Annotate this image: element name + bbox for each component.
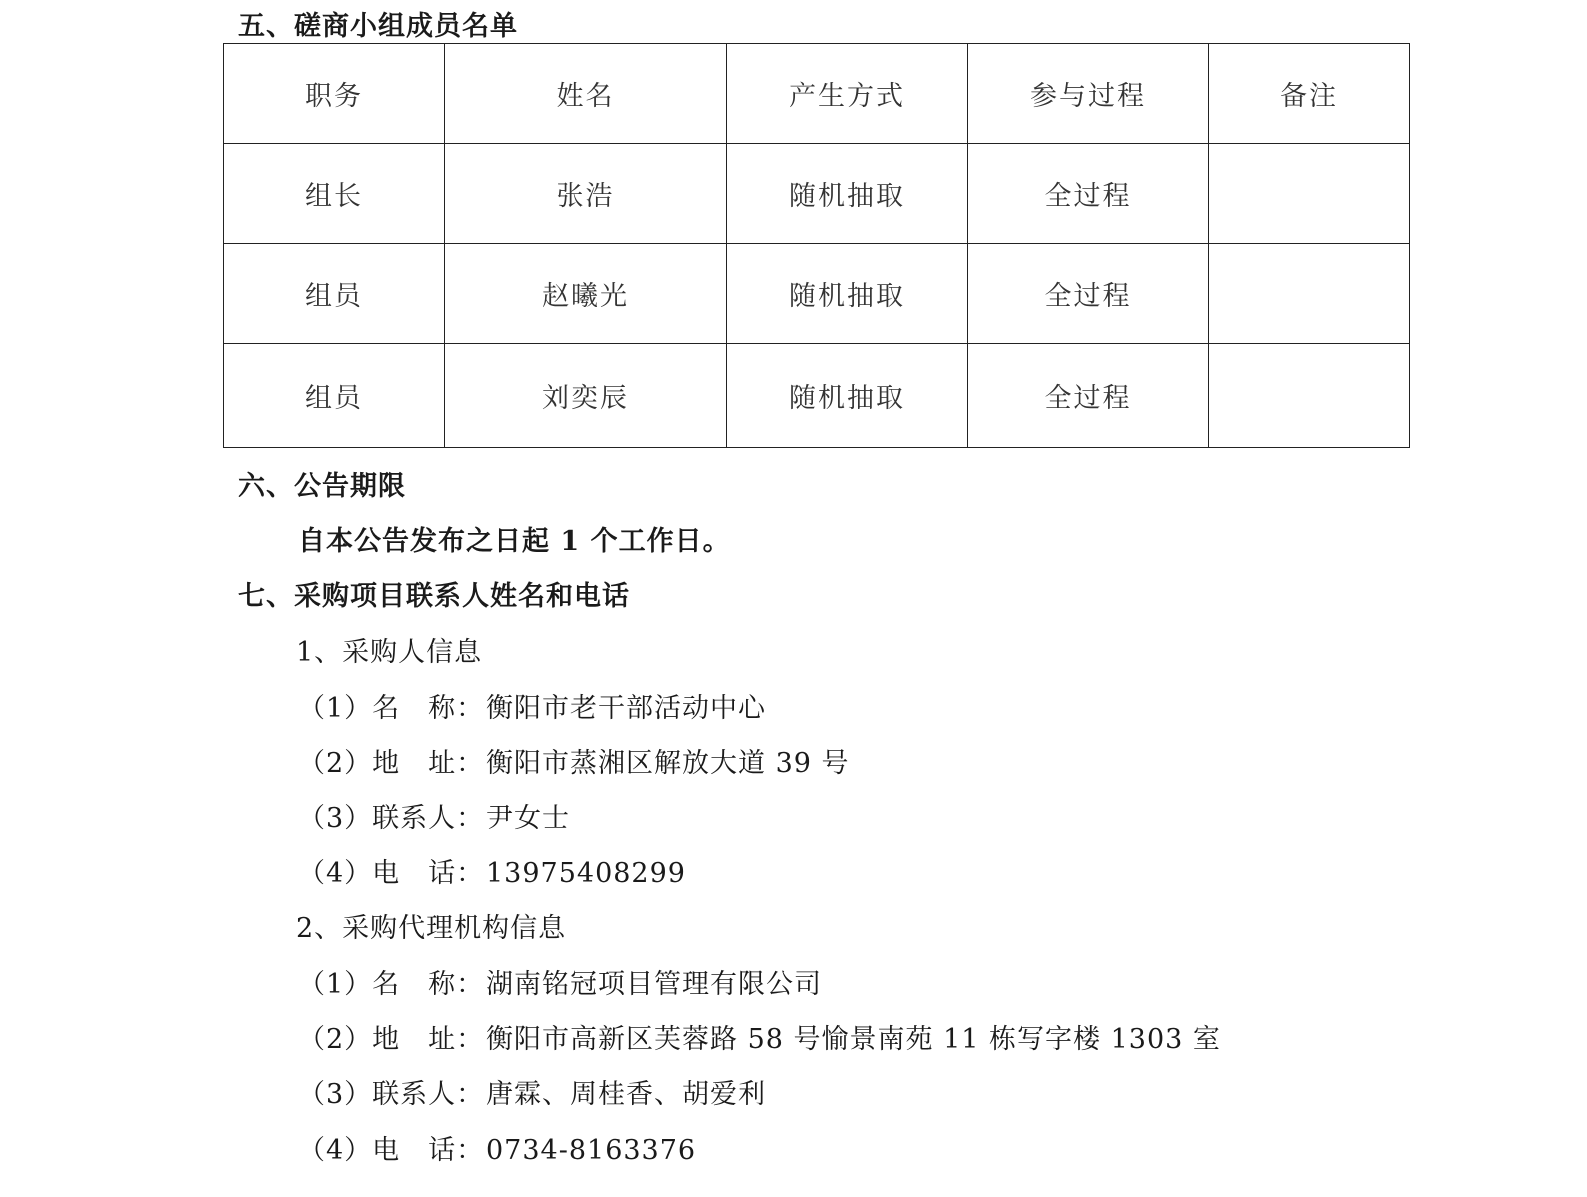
cell-method: 随机抽取 bbox=[727, 244, 968, 344]
buyer-phone-line bbox=[298, 851, 686, 890]
cell-process: 全过程 bbox=[968, 244, 1209, 344]
cell-role: 组员 bbox=[224, 344, 445, 448]
cell-method: 随机抽取 bbox=[727, 344, 968, 448]
section7-title: 七、采购项目联系人姓名和电话 bbox=[238, 581, 630, 612]
buyer-address-line bbox=[298, 741, 850, 780]
agency-address-value: 衡阳市高新区芙蓉路 58 号愉景南苑 11 栋写字楼 1303 室 bbox=[486, 1024, 1221, 1055]
cell-name: 张浩 bbox=[445, 144, 727, 244]
cell-remark bbox=[1209, 344, 1410, 448]
header-cell-role: 职务 bbox=[224, 44, 445, 144]
header-cell-method: 产生方式 bbox=[727, 44, 968, 144]
cell-name: 刘奕辰 bbox=[445, 344, 727, 448]
agency-contact-line bbox=[298, 1072, 766, 1111]
cell-name: 赵曦光 bbox=[445, 244, 727, 344]
cell-method: 随机抽取 bbox=[727, 144, 968, 244]
buyer-name-label: （1）名 称： bbox=[298, 693, 485, 724]
cell-remark bbox=[1209, 244, 1410, 344]
table-header-row bbox=[224, 44, 1410, 144]
agency-name-value: 湖南铭冠项目管理有限公司 bbox=[486, 969, 822, 1000]
header-cell-name: 姓名 bbox=[445, 44, 727, 144]
notice-period-text: 自本公告发布之日起 1 个工作日。 bbox=[298, 526, 731, 557]
cell-role: 组员 bbox=[224, 244, 445, 344]
cell-remark bbox=[1209, 144, 1410, 244]
table-row bbox=[224, 144, 1410, 244]
agency-contact-label: （3）联系人： bbox=[298, 1079, 485, 1110]
header-cell-process: 参与过程 bbox=[968, 44, 1209, 144]
agency-contact-value: 唐霖、周桂香、胡爱利 bbox=[486, 1079, 766, 1110]
buyer-phone-value: 13975408299 bbox=[486, 858, 686, 889]
cell-role: 组长 bbox=[224, 144, 445, 244]
members-table bbox=[223, 43, 1410, 448]
agency-address-line bbox=[298, 1017, 1221, 1056]
buyer-contact-label: （3）联系人： bbox=[298, 803, 485, 834]
agency-name-line bbox=[298, 962, 822, 1001]
buyer-address-value: 衡阳市蒸湘区解放大道 39 号 bbox=[486, 748, 850, 779]
agency-address-label: （2）地 址： bbox=[298, 1024, 485, 1055]
agency-name-label: （1）名 称： bbox=[298, 969, 485, 1000]
agency-phone-label: （4）电 话： bbox=[298, 1135, 485, 1166]
buyer-contact-line bbox=[298, 796, 570, 835]
header-cell-remark: 备注 bbox=[1209, 44, 1410, 144]
section6-title: 六、公告期限 bbox=[238, 471, 406, 502]
buyer-phone-label: （4）电 话： bbox=[298, 858, 485, 889]
agency-info-title: 2、采购代理机构信息 bbox=[296, 913, 567, 944]
buyer-address-label: （2）地 址： bbox=[298, 748, 485, 779]
buyer-name-line bbox=[298, 686, 766, 725]
table-row bbox=[224, 244, 1410, 344]
cell-process: 全过程 bbox=[968, 344, 1209, 448]
buyer-contact-value: 尹女士 bbox=[486, 803, 570, 834]
agency-phone-line bbox=[298, 1128, 696, 1167]
agency-phone-value: 0734-8163376 bbox=[486, 1135, 697, 1166]
section5-title: 五、磋商小组成员名单 bbox=[238, 11, 518, 42]
table-row bbox=[224, 344, 1410, 448]
buyer-name-value: 衡阳市老干部活动中心 bbox=[486, 693, 766, 724]
buyer-info-title: 1、采购人信息 bbox=[296, 637, 483, 668]
cell-process: 全过程 bbox=[968, 144, 1209, 244]
